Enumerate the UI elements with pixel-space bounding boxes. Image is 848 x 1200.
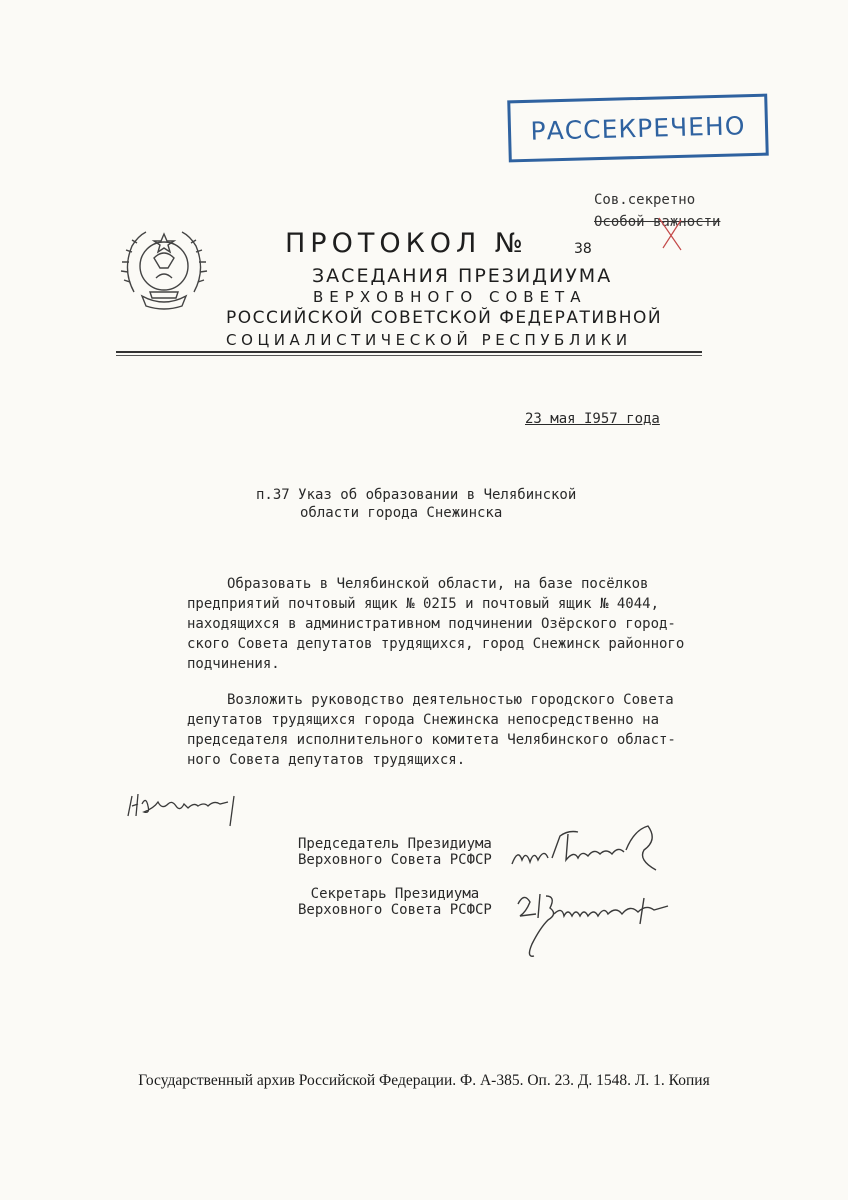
declassified-stamp (507, 94, 769, 163)
paragraph-line: депутатов трудящихся города Снежинска непосредственно на (187, 712, 660, 728)
header-line-1: ЗАСЕДАНИЯ ПРЕЗИДИУМА (312, 265, 613, 287)
secretary-signature-block (298, 886, 492, 918)
secretary-title-line-1: Секретарь Президиума (310, 886, 480, 902)
header-line-3: РОССИЙСКОЙ СОВЕТСКОЙ ФЕДЕРАТИВНОЙ (226, 308, 663, 328)
chairman-signature-block (298, 836, 492, 868)
header-rule (116, 351, 702, 353)
protocol-number: 38 (574, 241, 592, 257)
chairman-title-line-2: Верховного Совета РСФСР (298, 852, 492, 868)
paragraph-line: ного Совета депутатов трудящихся. (187, 752, 466, 768)
secretary-title-line-2: Верховного Совета РСФСР (298, 902, 492, 918)
header-line-2: ВЕРХОВНОГО СОВЕТА (313, 288, 587, 306)
margin-handwritten-signature (124, 786, 244, 830)
classification-line-2: Особой важности (594, 214, 721, 230)
secretary-handwritten-signature (512, 884, 672, 964)
stamp-text: РАССЕКРЕЧЕНО (530, 110, 746, 146)
paragraph-line: председателя исполнительного комитета Челябинского област- (187, 732, 676, 748)
chairman-handwritten-signature (508, 820, 664, 878)
paragraph-line: Образовать в Челябинской области, на базе посёлков (227, 576, 649, 592)
chairman-title-line-1: Председатель Президиума (298, 836, 492, 852)
item-heading-line-1: п.37 Указ об образовании в Челябинской (256, 487, 577, 503)
protocol-title: ПРОТОКОЛ № (285, 228, 528, 259)
header-line-4: СОЦИАЛИСТИЧЕСКОЙ РЕСПУБЛИКИ (226, 331, 632, 349)
item-heading-line-2: области города Снежинска (300, 505, 503, 521)
classification-line-1: Сов.секретно (594, 192, 696, 208)
paragraph-line: предприятий почтовый ящик № 02I5 и почтовый ящик № 4044, (187, 596, 660, 612)
paragraph-1 (187, 574, 684, 674)
paragraph-line: ского Совета депутатов трудящихся, город Снежинск районного (187, 636, 685, 652)
paragraph-line: подчинения. (187, 656, 280, 672)
item-heading (256, 486, 576, 522)
document-date: 23 мая I957 года (525, 411, 660, 427)
archive-reference: Государственный архив Российской Федерации. Ф. А-385. Оп. 23. Д. 1548. Л. 1. Копия (138, 1072, 710, 1089)
paragraph-line: Возложить руководство деятельностью городского Совета (227, 692, 674, 708)
header-rule-thin (116, 355, 702, 356)
red-cross-mark (655, 214, 685, 254)
rsfsr-emblem-icon (116, 222, 212, 318)
paragraph-2 (187, 690, 676, 770)
paragraph-line: находящихся в административном подчинении Озёрского город- (187, 616, 676, 632)
